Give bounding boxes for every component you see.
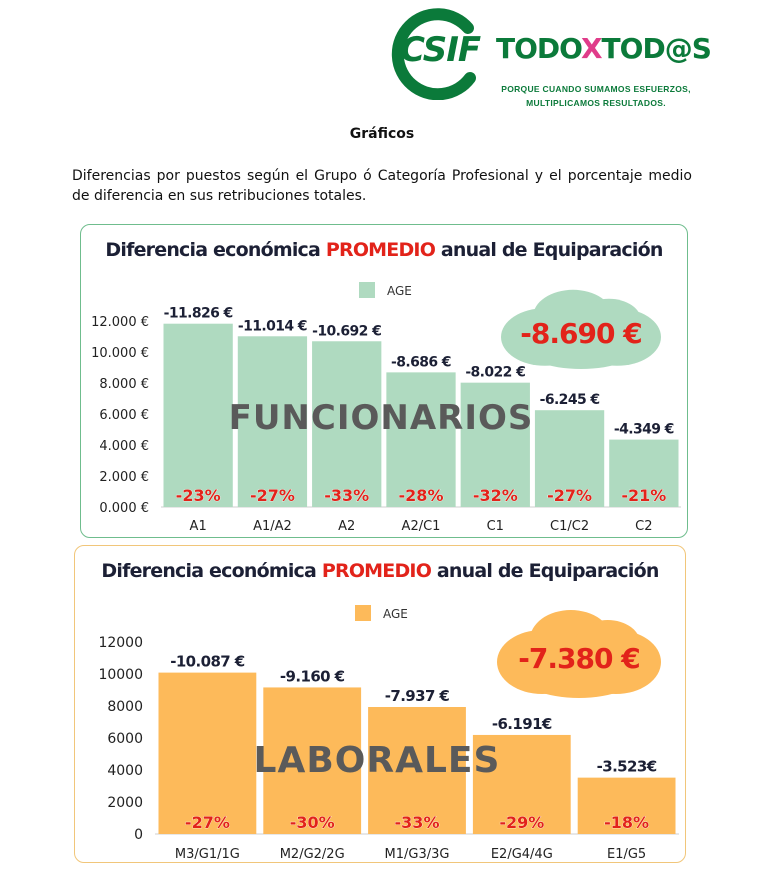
x-tick-label: M3/G1/1G <box>174 847 240 862</box>
x-tick-label: A1/A2 <box>253 519 292 534</box>
overlay-label: FUNCIONARIOS <box>228 398 534 438</box>
bar <box>159 673 257 834</box>
bar <box>164 324 233 507</box>
x-tick-label: M1/G3/3G <box>384 847 450 862</box>
logo-slogan-line-2: MULTIPLICAMOS RESULTADOS. <box>526 98 666 108</box>
y-tick-label: 12.000 € <box>91 315 149 330</box>
y-tick-label: 2000 <box>107 795 143 811</box>
chart-title-post: anual de Equiparación <box>435 239 663 261</box>
x-tick-label: C1/C2 <box>550 519 590 534</box>
bar-percent-label: -33% <box>324 486 370 505</box>
y-tick-label: 10.000 € <box>91 346 149 361</box>
y-tick-label: 4.000 € <box>99 439 149 454</box>
bar-percent-label: -21% <box>621 486 667 505</box>
bar-value-label: -11.826 € <box>163 305 233 322</box>
bar-percent-label: -23% <box>175 486 221 505</box>
overlay-label: LABORALES <box>253 740 501 781</box>
bar-percent-label: -28% <box>398 486 444 505</box>
legend-label: AGE <box>387 284 412 298</box>
y-tick-label: 4000 <box>107 763 143 779</box>
cloud-value: -7.380 € <box>518 642 640 675</box>
logo-brand: CSIF <box>400 30 481 70</box>
y-tick-label: 8000 <box>107 699 143 715</box>
chart-title-accent: PROMEDIO <box>321 560 432 582</box>
y-tick-label: 2.000 € <box>99 470 149 485</box>
chart-panel-laborales <box>74 545 686 863</box>
section-title: Gráficos <box>349 126 415 142</box>
logo-campaign-right: TOD@S <box>601 32 711 65</box>
bar-value-label: -11.014 € <box>237 318 307 335</box>
y-tick-label: 6000 <box>107 731 143 747</box>
bar-value-label: -7.937 € <box>384 687 450 706</box>
x-tick-label: E1/G5 <box>606 847 647 862</box>
csif-logo <box>386 6 716 110</box>
legend-swatch <box>355 605 371 621</box>
bar-chart-laborales <box>75 546 686 863</box>
chart-title-pre: Diferencia económica <box>105 239 326 261</box>
x-tick-label: M2/G2/2G <box>279 847 345 862</box>
bar-value-label: -9.160 € <box>279 667 345 686</box>
bar-percent-label: -27% <box>547 486 593 505</box>
y-tick-label: 8.000 € <box>99 377 149 392</box>
bar-percent-label: -30% <box>289 813 335 832</box>
x-tick-label: E2/G4/4G <box>490 847 553 862</box>
legend-label: AGE <box>383 607 408 621</box>
bar-percent-label: -18% <box>604 813 650 832</box>
y-tick-label: 10000 <box>98 667 143 683</box>
bar-value-label: -8.686 € <box>391 354 451 371</box>
legend-swatch <box>359 282 375 298</box>
logo-slogan-line-1: PORQUE CUANDO SUMAMOS ESFUERZOS, <box>501 84 691 94</box>
logo-campaign-mark: X <box>580 32 602 65</box>
bar-value-label: -10.087 € <box>170 652 245 671</box>
bar-value-label: -6.191€ <box>491 714 552 733</box>
intro-text: Diferencias por puestos según el Grupo ó Categoría Profesional y el porcentaje medio de diferencia en sus retribuciones totales. <box>72 168 692 204</box>
x-tick-label: A2/C1 <box>401 519 441 534</box>
x-tick-label: A1 <box>189 519 207 534</box>
x-tick-label: C1 <box>486 519 504 534</box>
bar-value-label: -3.523€ <box>596 757 657 776</box>
logo-campaign <box>496 32 711 65</box>
y-tick-label: 0 <box>134 827 143 843</box>
chart-panel-funcionarios <box>80 224 688 538</box>
bar-percent-label: -27% <box>184 813 230 832</box>
x-tick-label: C2 <box>635 519 653 534</box>
bar-percent-label: -29% <box>499 813 545 832</box>
bar-percent-label: -32% <box>472 486 518 505</box>
bar-percent-label: -33% <box>394 813 440 832</box>
bar-value-label: -10.692 € <box>312 323 382 340</box>
y-tick-label: 12000 <box>98 635 143 651</box>
logo-campaign-left: TODO <box>496 32 581 65</box>
logo-slogan <box>486 82 706 110</box>
chart-title-pre: Diferencia económica <box>101 560 322 582</box>
x-tick-label: A2 <box>338 519 356 534</box>
bar-chart-funcionarios <box>81 225 688 538</box>
cloud-value: -8.690 € <box>520 317 642 350</box>
chart-title-post: anual de Equiparación <box>431 560 659 582</box>
bar-value-label: -8.022 € <box>465 364 526 381</box>
bar-percent-label: -27% <box>249 486 295 505</box>
chart-title-accent: PROMEDIO <box>325 239 436 261</box>
y-tick-label: 6.000 € <box>99 408 149 423</box>
bar-value-label: -4.349 € <box>613 421 674 438</box>
y-tick-label: 0.000 € <box>99 501 149 516</box>
bar-value-label: -6.245 € <box>539 392 600 409</box>
